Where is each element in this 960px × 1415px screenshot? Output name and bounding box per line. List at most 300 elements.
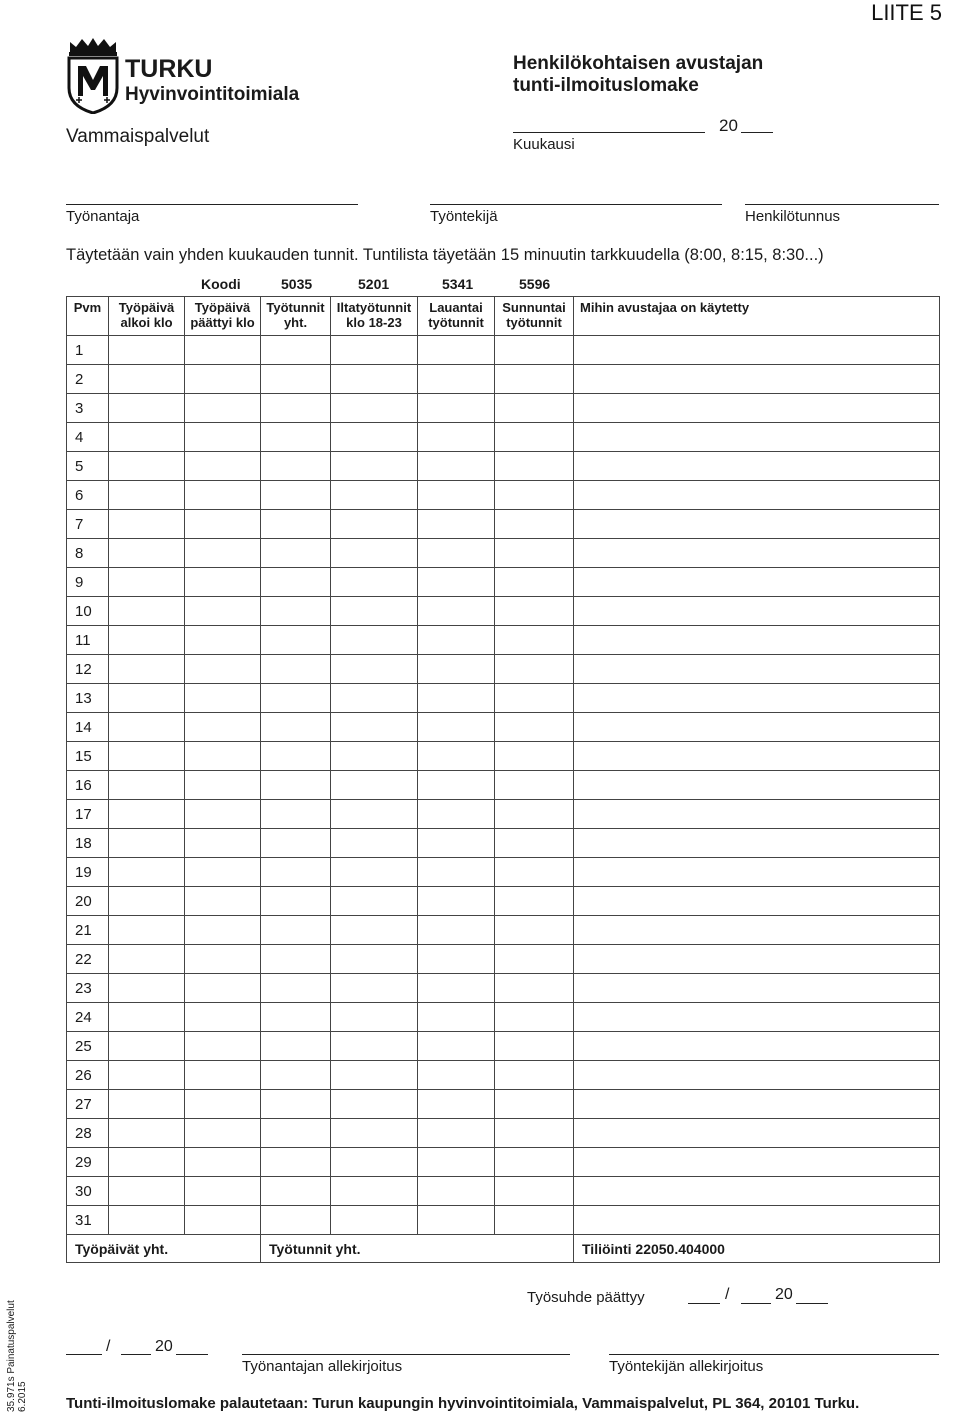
sunday-hours-cell[interactable]: [495, 887, 574, 916]
saturday-hours-cell[interactable]: [418, 974, 495, 1003]
hours-cell[interactable]: [261, 365, 331, 394]
start-time-cell[interactable]: [109, 1032, 185, 1061]
start-time-cell[interactable]: [109, 423, 185, 452]
sunday-hours-cell[interactable]: [495, 1206, 574, 1235]
start-time-cell[interactable]: [109, 1119, 185, 1148]
table-row: [67, 1003, 940, 1032]
saturday-hours-cell[interactable]: [418, 394, 495, 423]
usage-cell[interactable]: [574, 829, 940, 858]
saturday-hours-cell[interactable]: [418, 452, 495, 481]
table-row: [67, 481, 940, 510]
day-number: 18: [67, 829, 109, 858]
usage-cell[interactable]: [574, 1032, 940, 1061]
table-row: [67, 597, 940, 626]
usage-cell[interactable]: [574, 1090, 940, 1119]
employment-end-year-field[interactable]: [796, 1303, 828, 1304]
sunday-hours-cell[interactable]: [495, 1177, 574, 1206]
day-number: 13: [67, 684, 109, 713]
day-number: 16: [67, 771, 109, 800]
usage-cell[interactable]: [574, 974, 940, 1003]
total-workdays[interactable]: Työpäivät yht.: [67, 1235, 261, 1263]
hours-cell[interactable]: [261, 1119, 331, 1148]
start-time-cell[interactable]: [109, 1003, 185, 1032]
start-time-cell[interactable]: [109, 974, 185, 1003]
table-row: [67, 684, 940, 713]
evening-hours-cell[interactable]: [331, 597, 418, 626]
day-number: 3: [67, 394, 109, 423]
end-time-cell[interactable]: [185, 858, 261, 887]
hours-cell[interactable]: [261, 916, 331, 945]
usage-cell[interactable]: [574, 481, 940, 510]
sunday-hours-cell[interactable]: [495, 1003, 574, 1032]
code-5201: 5201: [358, 276, 390, 292]
hours-cell[interactable]: [261, 481, 331, 510]
day-number: 4: [67, 423, 109, 452]
code-label: Koodi: [201, 276, 241, 292]
end-time-cell[interactable]: [185, 974, 261, 1003]
usage-cell[interactable]: [574, 945, 940, 974]
end-time-cell[interactable]: [185, 945, 261, 974]
evening-hours-cell[interactable]: [331, 510, 418, 539]
employment-end-label: Työsuhde päättyy: [527, 1289, 645, 1306]
hours-cell[interactable]: [261, 945, 331, 974]
table-row: [67, 336, 940, 365]
start-time-cell[interactable]: [109, 1061, 185, 1090]
evening-hours-cell[interactable]: [331, 1119, 418, 1148]
signature-year-prefix: 20: [155, 1338, 173, 1355]
signature-month-field[interactable]: [121, 1354, 151, 1355]
usage-cell[interactable]: [574, 916, 940, 945]
end-time-cell[interactable]: [185, 713, 261, 742]
evening-hours-cell[interactable]: [331, 336, 418, 365]
saturday-hours-cell[interactable]: [418, 539, 495, 568]
start-time-cell[interactable]: [109, 771, 185, 800]
sunday-hours-cell[interactable]: [495, 597, 574, 626]
saturday-hours-cell[interactable]: [418, 1003, 495, 1032]
day-number: 9: [67, 568, 109, 597]
usage-cell[interactable]: [574, 858, 940, 887]
hours-cell[interactable]: [261, 974, 331, 1003]
day-number: 5: [67, 452, 109, 481]
year-field[interactable]: [741, 132, 773, 133]
saturday-hours-cell[interactable]: [418, 423, 495, 452]
sunday-hours-cell[interactable]: [495, 684, 574, 713]
sunday-hours-cell[interactable]: [495, 800, 574, 829]
evening-hours-cell[interactable]: [331, 771, 418, 800]
day-number: 19: [67, 858, 109, 887]
hours-cell[interactable]: [261, 887, 331, 916]
employment-end-day-field[interactable]: [688, 1303, 720, 1304]
hours-cell[interactable]: [261, 510, 331, 539]
usage-cell[interactable]: [574, 800, 940, 829]
evening-hours-cell[interactable]: [331, 626, 418, 655]
usage-cell[interactable]: [574, 336, 940, 365]
sunday-hours-cell[interactable]: [495, 771, 574, 800]
saturday-hours-cell[interactable]: [418, 713, 495, 742]
start-time-cell[interactable]: [109, 1177, 185, 1206]
start-time-cell[interactable]: [109, 626, 185, 655]
sunday-hours-cell[interactable]: [495, 1061, 574, 1090]
employee-field[interactable]: [430, 204, 722, 205]
year-prefix: 20: [719, 116, 738, 135]
evening-hours-cell[interactable]: [331, 800, 418, 829]
hours-cell[interactable]: [261, 452, 331, 481]
end-time-cell[interactable]: [185, 1032, 261, 1061]
start-time-cell[interactable]: [109, 858, 185, 887]
employment-end-year-prefix: 20: [775, 1286, 793, 1303]
total-hours[interactable]: Työtunnit yht.: [261, 1235, 574, 1263]
usage-cell[interactable]: [574, 742, 940, 771]
hours-cell[interactable]: [261, 655, 331, 684]
header-total-hours: Työtunnit yht.: [261, 297, 331, 336]
evening-hours-cell[interactable]: [331, 742, 418, 771]
evening-hours-cell[interactable]: [331, 539, 418, 568]
evening-hours-cell[interactable]: [331, 394, 418, 423]
end-time-cell[interactable]: [185, 481, 261, 510]
usage-cell[interactable]: [574, 423, 940, 452]
end-time-cell[interactable]: [185, 1061, 261, 1090]
employment-end-month-field[interactable]: [741, 1303, 771, 1304]
evening-hours-cell[interactable]: [331, 1003, 418, 1032]
end-time-cell[interactable]: [185, 771, 261, 800]
start-time-cell[interactable]: [109, 336, 185, 365]
end-time-cell[interactable]: [185, 394, 261, 423]
saturday-hours-cell[interactable]: [418, 510, 495, 539]
table-row: [67, 800, 940, 829]
end-time-cell[interactable]: [185, 1177, 261, 1206]
start-time-cell[interactable]: [109, 829, 185, 858]
evening-hours-cell[interactable]: [331, 1090, 418, 1119]
usage-cell[interactable]: [574, 626, 940, 655]
sunday-hours-cell[interactable]: [495, 452, 574, 481]
usage-cell[interactable]: [574, 1177, 940, 1206]
sunday-hours-cell[interactable]: [495, 916, 574, 945]
sunday-hours-cell[interactable]: [495, 1032, 574, 1061]
code-5035: 5035: [281, 276, 313, 292]
start-time-cell[interactable]: [109, 1148, 185, 1177]
end-time-cell[interactable]: [185, 568, 261, 597]
day-number: 27: [67, 1090, 109, 1119]
end-time-cell[interactable]: [185, 1003, 261, 1032]
evening-hours-cell[interactable]: [331, 568, 418, 597]
saturday-hours-cell[interactable]: [418, 1177, 495, 1206]
end-time-cell[interactable]: [185, 1148, 261, 1177]
table-row: [67, 771, 940, 800]
hours-cell[interactable]: [261, 626, 331, 655]
sunday-hours-cell[interactable]: [495, 481, 574, 510]
hours-cell[interactable]: [261, 539, 331, 568]
header-usage: Mihin avustajaa on käytetty: [574, 297, 940, 336]
hours-cell[interactable]: [261, 597, 331, 626]
evening-hours-cell[interactable]: [331, 1061, 418, 1090]
start-time-cell[interactable]: [109, 945, 185, 974]
evening-hours-cell[interactable]: [331, 655, 418, 684]
sunday-hours-cell[interactable]: [495, 336, 574, 365]
usage-cell[interactable]: [574, 510, 940, 539]
table-row: [67, 858, 940, 887]
evening-hours-cell[interactable]: [331, 452, 418, 481]
start-time-cell[interactable]: [109, 539, 185, 568]
evening-hours-cell[interactable]: [331, 713, 418, 742]
hours-cell[interactable]: [261, 713, 331, 742]
saturday-hours-cell[interactable]: [418, 1119, 495, 1148]
saturday-hours-cell[interactable]: [418, 1206, 495, 1235]
saturday-hours-cell[interactable]: [418, 626, 495, 655]
usage-cell[interactable]: [574, 597, 940, 626]
day-number: 25: [67, 1032, 109, 1061]
saturday-hours-cell[interactable]: [418, 858, 495, 887]
signature-year-field[interactable]: [176, 1354, 208, 1355]
evening-hours-cell[interactable]: [331, 1177, 418, 1206]
employee-signature-line[interactable]: [609, 1354, 939, 1355]
table-header-row: [67, 297, 940, 336]
table-row: [67, 916, 940, 945]
usage-cell[interactable]: [574, 1119, 940, 1148]
usage-cell[interactable]: [574, 568, 940, 597]
saturday-hours-cell[interactable]: [418, 800, 495, 829]
start-time-cell[interactable]: [109, 365, 185, 394]
evening-hours-cell[interactable]: [331, 1032, 418, 1061]
totals-row: [67, 1235, 940, 1263]
sunday-hours-cell[interactable]: [495, 394, 574, 423]
table-row: [67, 1119, 940, 1148]
hours-cell[interactable]: [261, 1003, 331, 1032]
hours-cell[interactable]: [261, 829, 331, 858]
saturday-hours-cell[interactable]: [418, 1148, 495, 1177]
month-field[interactable]: [513, 132, 705, 133]
hours-table: [66, 296, 940, 1263]
end-time-cell[interactable]: [185, 597, 261, 626]
department-name: Vammaispalvelut: [66, 126, 210, 147]
start-time-cell[interactable]: [109, 887, 185, 916]
day-number: 6: [67, 481, 109, 510]
end-time-cell[interactable]: [185, 800, 261, 829]
hours-cell[interactable]: [261, 800, 331, 829]
header-saturday-hours: Lauantai työtunnit: [418, 297, 495, 336]
evening-hours-cell[interactable]: [331, 1206, 418, 1235]
saturday-hours-cell[interactable]: [418, 365, 495, 394]
usage-cell[interactable]: [574, 394, 940, 423]
usage-cell[interactable]: [574, 452, 940, 481]
employee-label: Työntekijä: [430, 208, 498, 225]
saturday-hours-cell[interactable]: [418, 1090, 495, 1119]
hours-cell[interactable]: [261, 1148, 331, 1177]
start-time-cell[interactable]: [109, 481, 185, 510]
start-time-cell[interactable]: [109, 452, 185, 481]
evening-hours-cell[interactable]: [331, 481, 418, 510]
evening-hours-cell[interactable]: [331, 916, 418, 945]
employer-field[interactable]: [66, 204, 358, 205]
day-number: 26: [67, 1061, 109, 1090]
hours-cell[interactable]: [261, 423, 331, 452]
day-number: 22: [67, 945, 109, 974]
usage-cell[interactable]: [574, 1003, 940, 1032]
saturday-hours-cell[interactable]: [418, 568, 495, 597]
start-time-cell[interactable]: [109, 655, 185, 684]
evening-hours-cell[interactable]: [331, 858, 418, 887]
end-time-cell[interactable]: [185, 742, 261, 771]
saturday-hours-cell[interactable]: [418, 481, 495, 510]
end-time-cell[interactable]: [185, 365, 261, 394]
saturday-hours-cell[interactable]: [418, 916, 495, 945]
table-row: [67, 1032, 940, 1061]
end-time-cell[interactable]: [185, 887, 261, 916]
saturday-hours-cell[interactable]: [418, 655, 495, 684]
end-time-cell[interactable]: [185, 916, 261, 945]
evening-hours-cell[interactable]: [331, 365, 418, 394]
evening-hours-cell[interactable]: [331, 829, 418, 858]
start-time-cell[interactable]: [109, 800, 185, 829]
usage-cell[interactable]: [574, 713, 940, 742]
table-row: [67, 974, 940, 1003]
start-time-cell[interactable]: [109, 713, 185, 742]
saturday-hours-cell[interactable]: [418, 771, 495, 800]
day-number: 12: [67, 655, 109, 684]
start-time-cell[interactable]: [109, 394, 185, 423]
start-time-cell[interactable]: [109, 916, 185, 945]
sunday-hours-cell[interactable]: [495, 1119, 574, 1148]
employment-end-slash: /: [725, 1286, 730, 1303]
sunday-hours-cell[interactable]: [495, 1148, 574, 1177]
end-time-cell[interactable]: [185, 336, 261, 365]
hours-cell[interactable]: [261, 336, 331, 365]
brand-subtitle: Hyvinvointitoimiala: [125, 84, 300, 105]
day-number: 15: [67, 742, 109, 771]
hours-cell[interactable]: [261, 684, 331, 713]
end-time-cell[interactable]: [185, 829, 261, 858]
usage-cell[interactable]: [574, 365, 940, 394]
end-time-cell[interactable]: [185, 655, 261, 684]
saturday-hours-cell[interactable]: [418, 597, 495, 626]
evening-hours-cell[interactable]: [331, 945, 418, 974]
id-number-label: Henkilötunnus: [745, 208, 841, 225]
signature-day-field[interactable]: [66, 1354, 102, 1355]
usage-cell[interactable]: [574, 655, 940, 684]
table-row: [67, 510, 940, 539]
saturday-hours-cell[interactable]: [418, 829, 495, 858]
saturday-hours-cell[interactable]: [418, 945, 495, 974]
annex-label: LIITE 5: [871, 0, 942, 25]
usage-cell[interactable]: [574, 771, 940, 800]
evening-hours-cell[interactable]: [331, 684, 418, 713]
sunday-hours-cell[interactable]: [495, 858, 574, 887]
header-date: Pvm: [67, 297, 109, 336]
evening-hours-cell[interactable]: [331, 974, 418, 1003]
sunday-hours-cell[interactable]: [495, 1090, 574, 1119]
sunday-hours-cell[interactable]: [495, 829, 574, 858]
usage-cell[interactable]: [574, 1148, 940, 1177]
evening-hours-cell[interactable]: [331, 887, 418, 916]
hours-cell[interactable]: [261, 1061, 331, 1090]
usage-cell[interactable]: [574, 1061, 940, 1090]
day-number: 21: [67, 916, 109, 945]
evening-hours-cell[interactable]: [331, 423, 418, 452]
header-end-time: Työpäivä päättyi klo: [185, 297, 261, 336]
start-time-cell[interactable]: [109, 568, 185, 597]
end-time-cell[interactable]: [185, 510, 261, 539]
saturday-hours-cell[interactable]: [418, 1032, 495, 1061]
start-time-cell[interactable]: [109, 684, 185, 713]
table-row: [67, 423, 940, 452]
form-subtitle: tunti-ilmoituslomake: [513, 75, 699, 96]
start-time-cell[interactable]: [109, 510, 185, 539]
table-row: [67, 452, 940, 481]
start-time-cell[interactable]: [109, 597, 185, 626]
end-time-cell[interactable]: [185, 539, 261, 568]
header-evening-hours: Iltatyötunnit klo 18-23: [331, 297, 418, 336]
saturday-hours-cell[interactable]: [418, 887, 495, 916]
saturday-hours-cell[interactable]: [418, 1061, 495, 1090]
account-code: Tiliöinti 22050.404000: [574, 1235, 940, 1263]
table-row: [67, 1090, 940, 1119]
header-start-time: Työpäivä alkoi klo: [109, 297, 185, 336]
sunday-hours-cell[interactable]: [495, 945, 574, 974]
table-row: [67, 568, 940, 597]
saturday-hours-cell[interactable]: [418, 742, 495, 771]
sunday-hours-cell[interactable]: [495, 510, 574, 539]
hours-cell[interactable]: [261, 1090, 331, 1119]
hours-cell[interactable]: [261, 568, 331, 597]
hours-cell[interactable]: [261, 394, 331, 423]
table-row: [67, 742, 940, 771]
sunday-hours-cell[interactable]: [495, 742, 574, 771]
sunday-hours-cell[interactable]: [495, 568, 574, 597]
print-code: [6, 1300, 28, 1412]
usage-cell[interactable]: [574, 539, 940, 568]
start-time-cell[interactable]: [109, 1206, 185, 1235]
end-time-cell[interactable]: [185, 1206, 261, 1235]
day-number: 1: [67, 336, 109, 365]
sunday-hours-cell[interactable]: [495, 365, 574, 394]
sunday-hours-cell[interactable]: [495, 423, 574, 452]
employer-signature-line[interactable]: [242, 1354, 570, 1355]
hours-cell[interactable]: [261, 1177, 331, 1206]
end-time-cell[interactable]: [185, 452, 261, 481]
end-time-cell[interactable]: [185, 1119, 261, 1148]
instructions-text: Täytetään vain yhden kuukauden tunnit. Tuntilista täyetään 15 minuutin tarkkuudella (8:00, 8:15, 8:30...): [66, 246, 824, 264]
sunday-hours-cell[interactable]: [495, 655, 574, 684]
sunday-hours-cell[interactable]: [495, 974, 574, 1003]
sunday-hours-cell[interactable]: [495, 626, 574, 655]
sunday-hours-cell[interactable]: [495, 539, 574, 568]
day-number: 8: [67, 539, 109, 568]
hours-cell[interactable]: [261, 1206, 331, 1235]
end-time-cell[interactable]: [185, 423, 261, 452]
start-time-cell[interactable]: [109, 1090, 185, 1119]
sunday-hours-cell[interactable]: [495, 713, 574, 742]
saturday-hours-cell[interactable]: [418, 336, 495, 365]
day-number: 30: [67, 1177, 109, 1206]
usage-cell[interactable]: [574, 684, 940, 713]
table-row: [67, 655, 940, 684]
saturday-hours-cell[interactable]: [418, 684, 495, 713]
usage-cell[interactable]: [574, 887, 940, 916]
end-time-cell[interactable]: [185, 684, 261, 713]
table-row: [67, 539, 940, 568]
evening-hours-cell[interactable]: [331, 1148, 418, 1177]
hours-cell[interactable]: [261, 1032, 331, 1061]
hours-cell[interactable]: [261, 858, 331, 887]
usage-cell[interactable]: [574, 1206, 940, 1235]
id-number-field[interactable]: [745, 204, 939, 205]
start-time-cell[interactable]: [109, 742, 185, 771]
end-time-cell[interactable]: [185, 1090, 261, 1119]
day-number: 31: [67, 1206, 109, 1235]
table-row: [67, 1206, 940, 1235]
hours-cell[interactable]: [261, 771, 331, 800]
hours-cell[interactable]: [261, 742, 331, 771]
end-time-cell[interactable]: [185, 626, 261, 655]
